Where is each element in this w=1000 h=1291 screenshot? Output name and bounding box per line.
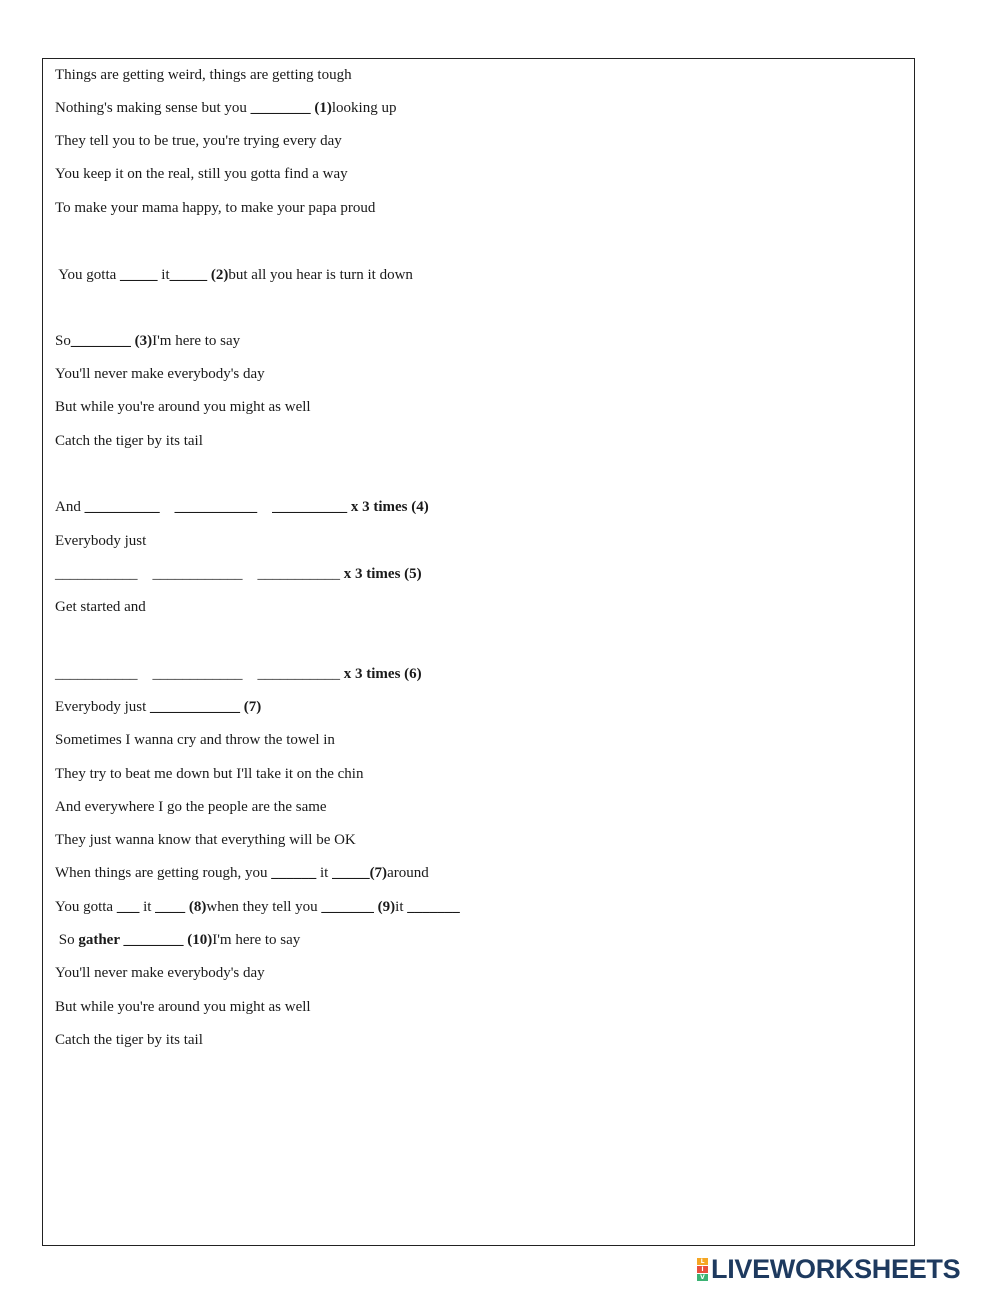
lyric-text: When things are getting rough, you bbox=[55, 865, 272, 881]
liveworksheets-logo bbox=[697, 1254, 960, 1284]
lyric-text: but all you hear is turn it down bbox=[228, 267, 413, 283]
lyric-line bbox=[55, 332, 240, 350]
lyric-text: And everywhere I go the people are the same bbox=[55, 799, 327, 815]
lyric-blank: _______ (9) bbox=[321, 899, 396, 915]
lyric-text: They tell you to be true, you're trying every day bbox=[55, 133, 342, 149]
lyric-line bbox=[55, 165, 348, 183]
lyric-blank: ____________ (7) bbox=[150, 699, 262, 715]
lyric-line bbox=[55, 798, 327, 816]
lyric-line bbox=[55, 998, 311, 1016]
lyric-text: So bbox=[55, 932, 79, 948]
lyric-text: ___________ ____________ ___________ bbox=[55, 666, 344, 682]
lyric-blank: ________ (1) bbox=[250, 100, 332, 116]
lyric-text: You keep it on the real, still you gotta find a way bbox=[55, 166, 348, 182]
lyric-text: You'll never make everybody's day bbox=[55, 366, 265, 382]
lyric-text: I'm here to say bbox=[152, 333, 241, 349]
lyric-line bbox=[55, 365, 265, 383]
lyric-blank: x 3 times (6) bbox=[343, 666, 422, 682]
lyric-blank: __________ ___________ __________ x 3 times (4) bbox=[84, 499, 429, 515]
lyric-text: Catch the tiger by its tail bbox=[55, 1032, 203, 1048]
lyric-line bbox=[55, 432, 203, 450]
lyric-line bbox=[55, 199, 375, 217]
lyric-line bbox=[55, 1031, 203, 1049]
lyric-line bbox=[55, 731, 335, 749]
lyric-line bbox=[55, 498, 429, 516]
lyric-text: around bbox=[387, 865, 429, 881]
lyric-line bbox=[55, 931, 300, 949]
lyric-blank: _______ bbox=[407, 899, 460, 915]
worksheet-frame bbox=[42, 58, 915, 1246]
lyric-blank: ________ (3) bbox=[70, 333, 153, 349]
lyric-line bbox=[55, 565, 422, 583]
lyric-blank: _____(7) bbox=[332, 865, 388, 881]
lyric-text: So bbox=[55, 333, 71, 349]
logo-cube: V bbox=[697, 1274, 708, 1281]
logo-text: LIVEWORKSHEETS bbox=[711, 1253, 961, 1284]
lyric-text: They just wanna know that everything will be OK bbox=[55, 832, 356, 848]
lyric-line bbox=[55, 864, 429, 882]
lyric-line bbox=[55, 964, 265, 982]
lyric-text: To make your mama happy, to make your papa proud bbox=[55, 200, 376, 216]
lyric-text: You gotta bbox=[55, 267, 121, 283]
lyric-text: They try to beat me down but I'll take it on the chin bbox=[55, 766, 364, 782]
logo-cubes-icon bbox=[697, 1258, 708, 1281]
lyric-text: it bbox=[139, 899, 156, 915]
lyric-line bbox=[55, 665, 422, 683]
lyric-text: I'm here to say bbox=[212, 932, 301, 948]
lyric-text: ___________ ____________ ___________ bbox=[55, 566, 344, 582]
lyric-blank: _____ bbox=[120, 267, 158, 283]
lyric-text: Nothing's making sense but you bbox=[55, 100, 251, 116]
lyric-line bbox=[55, 831, 356, 849]
lyric-line bbox=[55, 66, 352, 84]
lyric-text: it bbox=[157, 267, 170, 283]
lyric-text: Everybody just bbox=[55, 533, 147, 549]
lyric-text: You gotta bbox=[55, 899, 117, 915]
lyric-blank: ___ bbox=[116, 899, 140, 915]
lyric-text: But while you're around you might as well bbox=[55, 399, 311, 415]
lyric-text: Catch the tiger by its tail bbox=[55, 433, 203, 449]
lyric-blank: ____ (8) bbox=[155, 899, 207, 915]
lyric-blank: gather ________ (10) bbox=[78, 932, 213, 948]
lyric-line bbox=[55, 765, 363, 783]
lyric-blank: ______ bbox=[271, 865, 317, 881]
lyric-text: it bbox=[395, 899, 408, 915]
lyric-text: And bbox=[55, 499, 85, 515]
lyric-text: when they tell you bbox=[206, 899, 322, 915]
lyric-text: Sometimes I wanna cry and throw the towel in bbox=[55, 732, 335, 748]
lyric-text: looking up bbox=[331, 100, 397, 116]
lyric-line bbox=[55, 532, 146, 550]
lyric-line bbox=[55, 698, 261, 716]
lyric-line bbox=[55, 266, 413, 284]
lyric-line bbox=[55, 132, 342, 150]
lyric-line bbox=[55, 99, 396, 117]
lyric-text: But while you're around you might as well bbox=[55, 999, 311, 1015]
lyric-line bbox=[55, 898, 460, 916]
logo-cube: I bbox=[697, 1266, 708, 1273]
lyric-text: it bbox=[316, 865, 333, 881]
lyric-blank: _____ (2) bbox=[169, 267, 229, 283]
lyric-text: You'll never make everybody's day bbox=[55, 965, 265, 981]
lyric-blank: x 3 times (5) bbox=[343, 566, 422, 582]
lyric-text: Everybody just bbox=[55, 699, 150, 715]
lyric-line bbox=[55, 398, 311, 416]
lyric-text: Get started and bbox=[55, 599, 146, 615]
lyric-text: Things are getting weird, things are getting tough bbox=[55, 67, 352, 83]
logo-cube: L bbox=[697, 1258, 708, 1265]
lyric-line bbox=[55, 598, 146, 616]
